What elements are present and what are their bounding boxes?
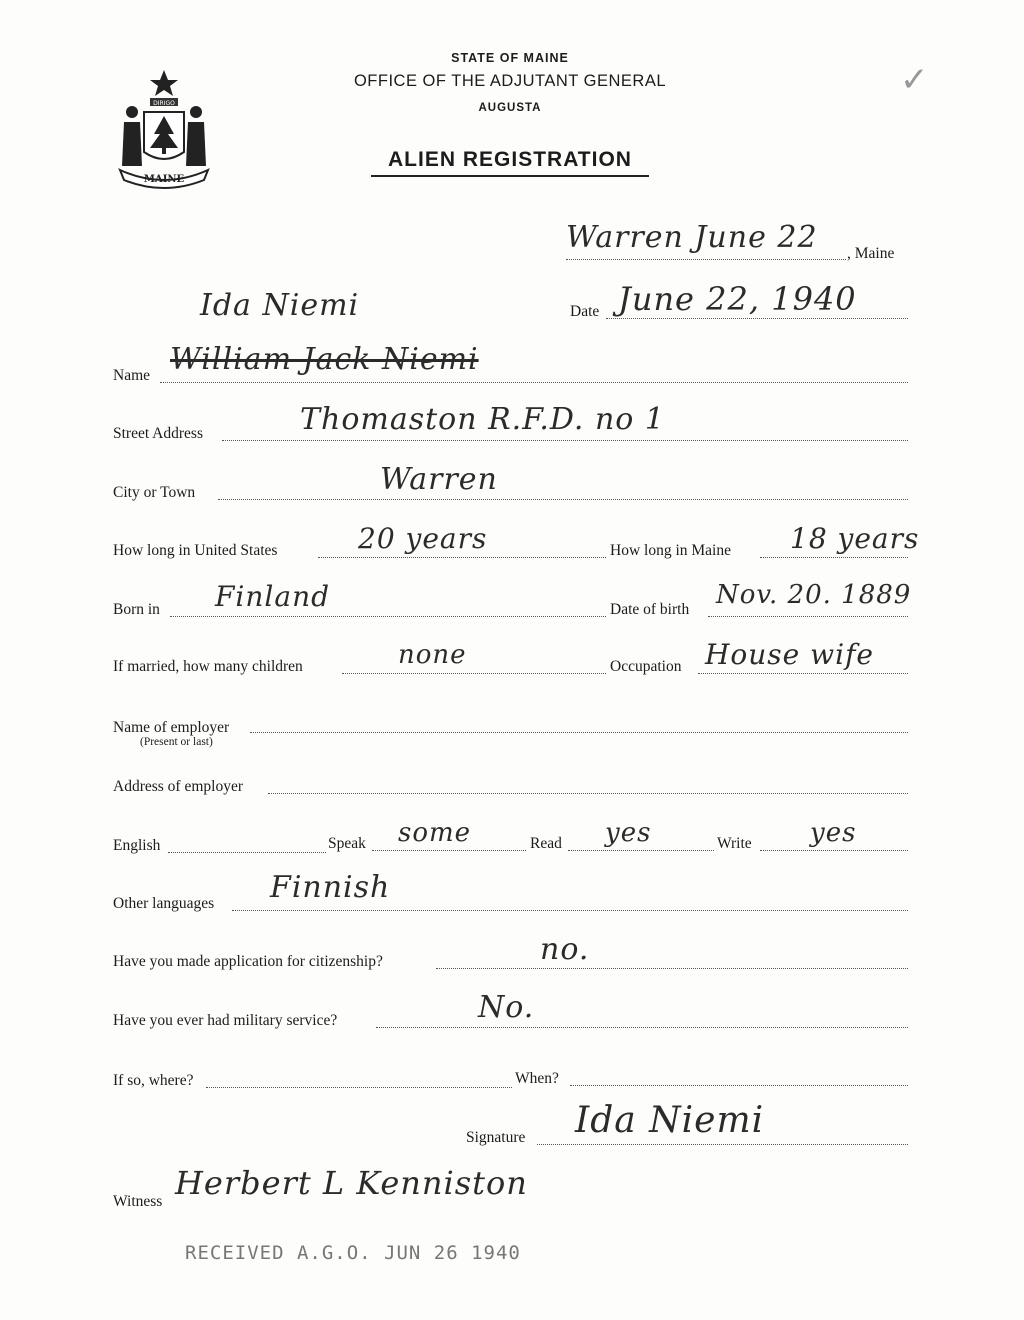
city-heading: AUGUSTA <box>478 102 542 114</box>
place-suffix: , Maine <box>847 245 895 262</box>
street-label: Street Address <box>113 425 203 442</box>
military-value: No. <box>478 990 535 1025</box>
date-value: June 22, 1940 <box>618 280 857 318</box>
citizenship-value: no. <box>540 932 590 967</box>
street-value: Thomaston R.F.D. no 1 <box>300 402 665 437</box>
occupation-value: House wife <box>705 638 875 671</box>
employer-sublabel: (Present or last) <box>140 736 213 748</box>
citizenship-label: Have you made application for citizenship? <box>113 953 383 970</box>
where-label: If so, where? <box>113 1072 194 1089</box>
english-label: English <box>113 837 161 854</box>
military-label: Have you ever had military service? <box>113 1012 338 1029</box>
witness-value: Herbert L Kenniston <box>175 1164 528 1202</box>
children-value: none <box>398 640 467 670</box>
how-long-us-value: 20 years <box>358 522 488 555</box>
other-languages-label: Other languages <box>113 895 215 912</box>
date-label: Date <box>570 303 600 320</box>
speak-label: Speak <box>328 835 366 852</box>
occupation-label: Occupation <box>610 658 682 675</box>
read-value: yes <box>605 818 652 848</box>
how-long-us-label: How long in United States <box>113 542 278 559</box>
city-value: Warren <box>380 462 498 497</box>
state-heading: STATE OF MAINE <box>451 51 569 65</box>
how-long-maine-value: 18 years <box>790 522 920 555</box>
children-label: If married, how many children <box>113 658 303 675</box>
name-label: Name <box>113 367 151 384</box>
write-label: Write <box>717 835 752 852</box>
date-of-birth-label: Date of birth <box>610 601 690 618</box>
form-title: ALIEN REGISTRATION <box>388 148 632 171</box>
read-label: Read <box>530 835 562 852</box>
born-in-label: Born in <box>113 601 160 618</box>
date-of-birth-value: Nov. 20. 1889 <box>716 580 912 610</box>
check-mark-icon: ✓ <box>900 60 930 100</box>
signature-value: Ida Niemi <box>575 1100 765 1141</box>
place-value: Warren June 22 <box>566 220 818 255</box>
write-value: yes <box>810 818 857 848</box>
signature-label: Signature <box>466 1129 526 1146</box>
title-underline <box>371 175 649 177</box>
speak-value: some <box>398 818 472 848</box>
received-stamp: RECEIVED A.G.O. JUN 26 1940 <box>185 1242 521 1264</box>
employer-label: Name of employer <box>113 719 230 736</box>
registrant-name-heading: Ida Niemi <box>200 288 360 323</box>
when-label: When? <box>515 1070 559 1087</box>
born-in-value: Finland <box>215 580 331 613</box>
name-value: William Jack Niemi <box>170 342 479 377</box>
witness-label: Witness <box>113 1193 163 1210</box>
maine-seal-icon <box>112 66 216 190</box>
seal-banner: MAINE <box>143 174 185 185</box>
office-heading: OFFICE OF THE ADJUTANT GENERAL <box>353 72 667 90</box>
how-long-maine-label: How long in Maine <box>610 542 731 559</box>
other-languages-value: Finnish <box>270 870 391 905</box>
employer-address-label: Address of employer <box>113 778 243 795</box>
city-label: City or Town <box>113 484 196 501</box>
seal-motto: DIRIGO <box>153 100 175 107</box>
